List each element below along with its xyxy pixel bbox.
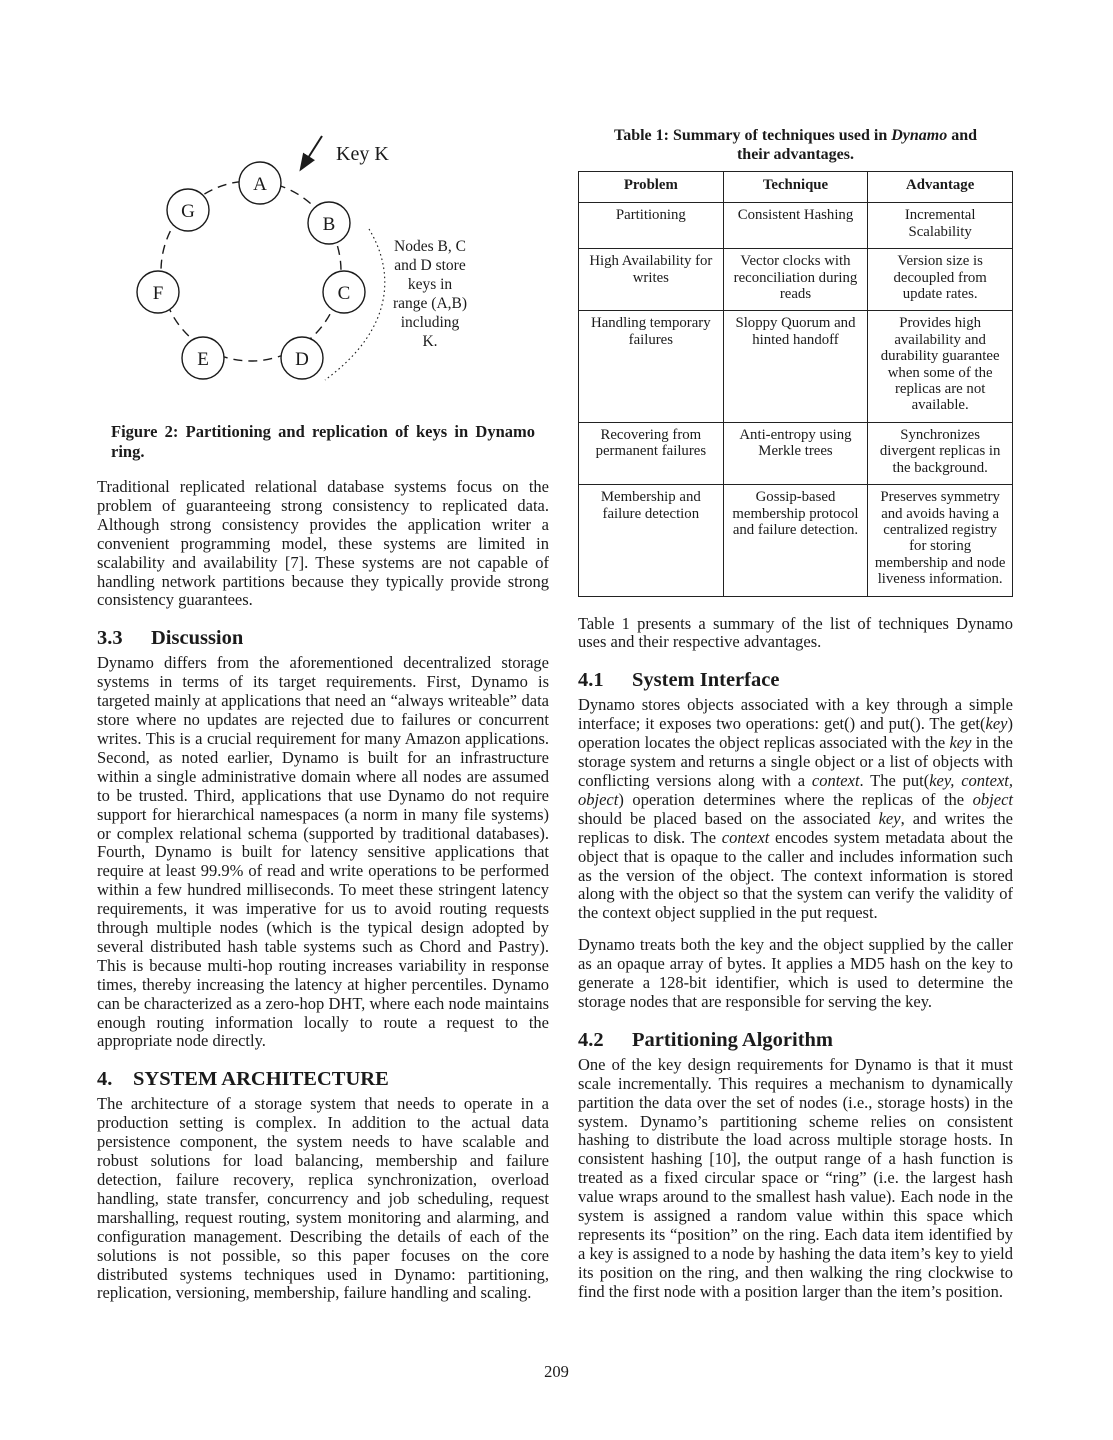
- heading-4-1-system-interface: [578, 668, 1013, 692]
- paragraph-partitioning-algorithm: One of the key design requirements for Dynamo is that it must scale incrementally. This requires a mechanism to dynamically partition the data over the set of nodes (i.e., storage hosts) in the system. Dynamo’s partitioning scheme relies on consistent hashing to distribute the load across multiple storage hosts. In consistent hashing [10], the output range of a hash function is treated as a fixed circular space or “ring” (i.e. the largest hash value wraps around to the smallest hash value). Each node in the system is assigned a random value within this space which represents its “position” on the ring. Each data item identified by a key is assigned to a node by hashing the data item’s key to yield its position on the ring, and then walking the ring clockwise to find the first node with a position larger than the item’s position.: [578, 1054, 1013, 1301]
- figure-range-annotation: Nodes B, C and D store keys in range (A,B) including K.: [392, 238, 468, 350]
- table-cell: Handling temporary failures: [579, 311, 724, 422]
- table-cell: Synchronizes divergent replicas in the background.: [868, 422, 1013, 484]
- page-number: 209: [544, 1362, 569, 1381]
- node-d-label: D: [295, 349, 309, 370]
- table-cell: Recovering from permanent failures: [579, 422, 724, 484]
- table-row: [579, 485, 1013, 596]
- node-g-label: G: [181, 201, 195, 222]
- ring-nodes: [137, 162, 365, 379]
- table-cell: Preserves symmetry and avoids having a centralized registry for storing membership and node liveness information.: [868, 485, 1013, 596]
- dynamo-ring-diagram: [97, 130, 549, 392]
- section-number: 4.: [97, 1068, 113, 1091]
- left-column: [97, 130, 549, 1316]
- table-row: [579, 311, 1013, 422]
- node-e-label: E: [197, 349, 209, 370]
- figure-2-caption: Figure 2: Partitioning and replication of keys in Dynamo ring.: [111, 422, 535, 461]
- section-title: SYSTEM ARCHITECTURE: [133, 1068, 389, 1091]
- col-header-problem: Problem: [579, 172, 724, 203]
- right-column: [578, 127, 1013, 1315]
- table-cell: Version size is decoupled from update rates.: [868, 249, 1013, 311]
- table-row: [579, 203, 1013, 249]
- node-b-label: B: [322, 214, 336, 235]
- table-cell: Anti-entropy using Merkle trees: [723, 422, 868, 484]
- col-header-advantage: Advantage: [868, 172, 1013, 203]
- figure-2-diagram: [97, 130, 549, 392]
- table-cell: Partitioning: [579, 203, 724, 249]
- node-c-label: C: [337, 283, 351, 304]
- section-title: Discussion: [151, 627, 244, 650]
- section-number: 4.2: [578, 1028, 604, 1051]
- table-cell: Consistent Hashing: [723, 203, 868, 249]
- heading-4-system-architecture: [97, 1067, 549, 1091]
- techniques-table: [578, 171, 1013, 597]
- table-cell: Membership and failure detection: [579, 485, 724, 596]
- node-a-label: A: [253, 174, 267, 195]
- col-header-technique: Technique: [723, 172, 868, 203]
- paragraph-discussion: Dynamo differs from the aforementioned decentralized storage systems in terms of its target requirements. First, Dynamo is targeted mainly at applications that need an “always writeable” data store where no updates are rejected due to failures or concurrent writes. This is a crucial requirement for many Amazon applications. Second, as noted earlier, Dynamo is built for an infrastructure within a single administrative domain where all nodes are assumed to be trusted. Third, applications that use Dynamo do not require support for hierarchical namespaces (a norm in many file systems) or complex relational schema (supported by traditional databases). Fourth, Dynamo is built for latency sensitive applications that require at least 99.9% of read and write operations to be performed within a few hundred milliseconds. To meet these stringent latency requirements, it was imperative for us to avoid routing requests through multiple nodes (which is the typical design adopted by several distributed hash table systems such as Chord and Pastry). This is because multi-hop routing increases variability in response times, thereby increasing the latency at higher percentiles. Dynamo can be characterized as a zero-hop DHT, where each node maintains enough routing information locally to route a request to the appropriate node directly.: [97, 653, 549, 1051]
- paragraph-consistency: Traditional replicated relational database systems focus on the problem of guaranteeing strong consistency to replicated data. Although strong consistency provides the application writer a convenient programming model, these systems are limited in scalability and availability [7]. These systems are not capable of handling network partitions because they typically provide strong consistency guarantees.: [97, 477, 549, 610]
- section-title: Partitioning Algorithm: [632, 1028, 834, 1051]
- paragraph-md5-hash: Dynamo treats both the key and the object supplied by the caller as an opaque array of bytes. It applies a MD5 hash on the key to generate a 128-bit identifier, which is used to determine the storage nodes that are responsible for serving the key.: [578, 935, 1013, 1011]
- key-k-label: Key K: [336, 143, 389, 165]
- table-cell: Sloppy Quorum and hinted handoff: [723, 311, 868, 422]
- section-number: 3.3: [97, 627, 123, 650]
- table-cell: Incremental Scalability: [868, 203, 1013, 249]
- section-title: System Interface: [632, 669, 780, 692]
- paragraph-system-interface: Dynamo stores objects associated with a key through a simple interface; it exposes two operations: get() and put(). The get(key) operation locates the object replicas associated with the key in the storage system and returns a single object or a list of objects with conflicting versions along with a context. The put(key, context, object) operation determines where the replicas of the object should be placed based on the associated key, and writes the replicas to disk. The context encodes system metadata about the object that is opaque to the caller and includes information such as the version of the object. The context information is stored along with the object so that the system can verify the validity of the context object supplied in the put request.: [578, 695, 1014, 923]
- paragraph-table-intro: Table 1 presents a summary of the list of techniques Dynamo uses and their respective advantages.: [578, 613, 1013, 652]
- table-row: [579, 249, 1013, 311]
- table-cell: High Availability for writes: [579, 249, 724, 311]
- heading-3-3-discussion: [97, 626, 549, 650]
- heading-4-2-partitioning-algorithm: [578, 1028, 1013, 1052]
- table-1-caption: Table 1: Summary of techniques used in Dynamo and their advantages.: [613, 127, 978, 163]
- table-cell: Vector clocks with reconciliation during reads: [723, 249, 868, 311]
- node-f-label: F: [152, 283, 164, 304]
- section-number: 4.1: [578, 669, 604, 692]
- paragraph-architecture: The architecture of a storage system that needs to operate in a production setting is complex. In addition to the actual data persistence component, the system needs to have scalable and robust solutions for load balancing, membership and failure detection, failure recovery, replica synchronization, overload handling, state transfer, concurrency and job scheduling, request marshalling, request routing, system monitoring and alarming, and configuration management. Describing the details of each of the solutions is not possible, so this paper focuses on the core distributed systems techniques used in Dynamo: partitioning, replication, versioning, membership, failure handling and scaling.: [97, 1094, 549, 1303]
- table-row: [579, 422, 1013, 484]
- table-cell: Gossip-based membership protocol and failure detection.: [723, 485, 868, 596]
- table-cell: Provides high availability and durability guarantee when some of the replicas are not available.: [868, 311, 1013, 422]
- table-header-row: [579, 172, 1013, 203]
- key-k-arrow: [301, 136, 322, 169]
